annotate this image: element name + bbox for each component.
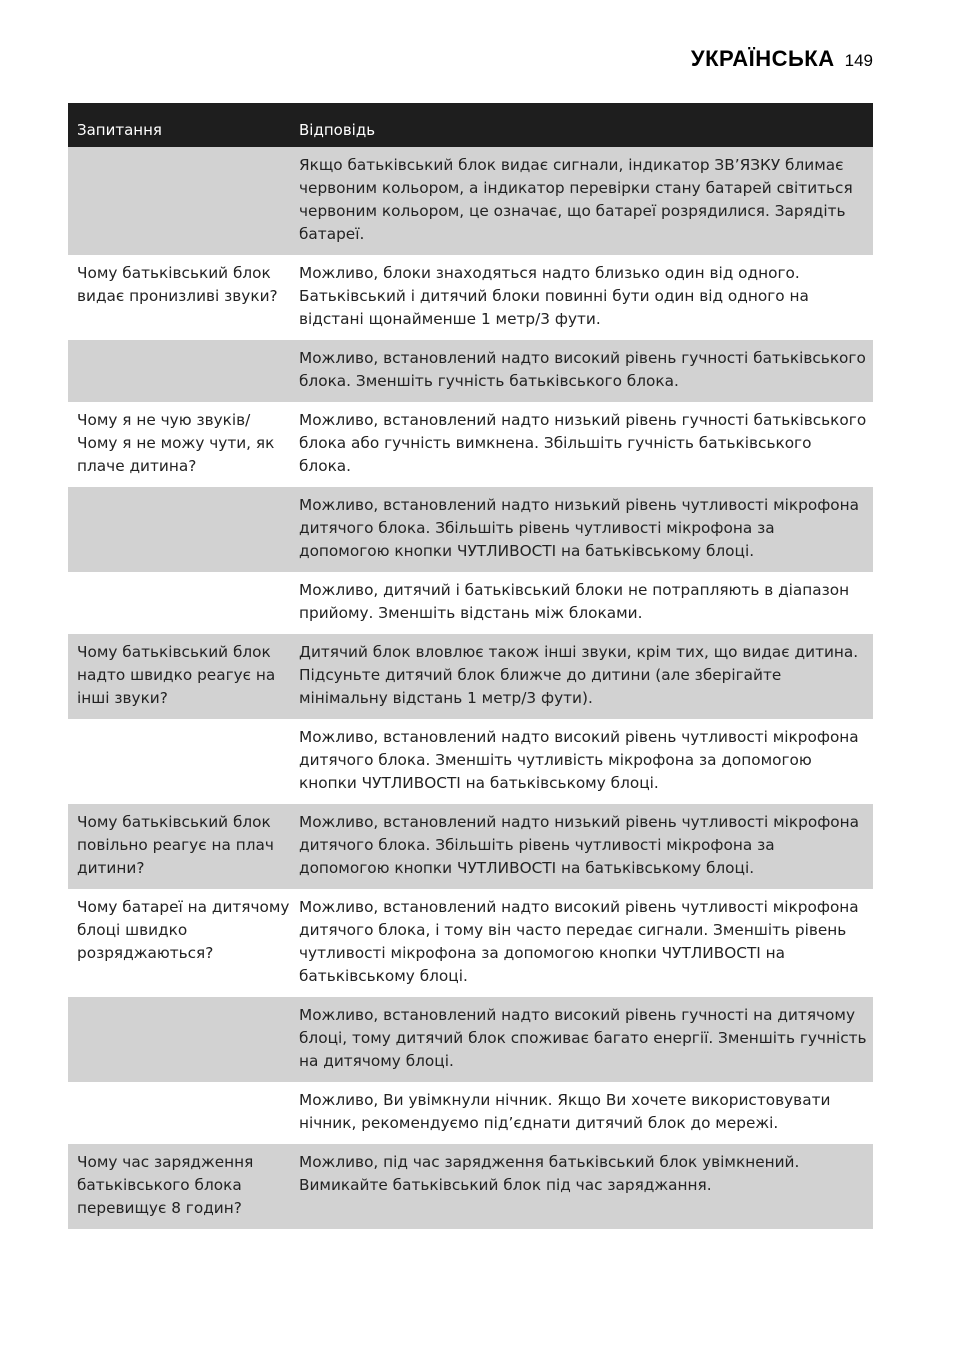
column-header-question: Запитання <box>77 121 162 139</box>
table-row <box>68 804 873 889</box>
table-row <box>68 634 873 719</box>
table-row <box>68 1082 873 1144</box>
question-cell: Чому час зарядження батьківського блока перевищує 8 годин? <box>77 1153 254 1217</box>
question-cell <box>68 719 290 804</box>
table-row <box>68 719 873 804</box>
question-cell: Чому батареї на дитячому блоці швидко розряджаються? <box>77 898 290 962</box>
question-cell <box>68 147 290 255</box>
answer-cell: Можливо, встановлений надто низький рівень чутливості мікрофона дитячого блока. Збільшіть рівень чутливості мікрофона за допомогою кнопки ЧУТЛИВОСТІ на батьківському блоці. <box>299 813 860 877</box>
language-title: УКРАЇНСЬКА <box>690 46 835 71</box>
column-header-answer: Відповідь <box>299 121 376 139</box>
answer-cell: Можливо, встановлений надто низький рівень чутливості мікрофона дитячого блока. Збільшіть рівень чутливості мікрофона за допомогою кнопки ЧУТЛИВОСТІ на батьківському блоці. <box>299 496 860 560</box>
question-cell: Чому батьківський блок надто швидко реагує на інші звуки? <box>77 643 276 707</box>
question-cell <box>68 1082 290 1144</box>
table-row <box>68 147 873 255</box>
question-cell: Чому батьківський блок повільно реагує на плач дитини? <box>77 813 274 877</box>
answer-cell: Можливо, блоки знаходяться надто близько один від одного. Батьківський і дитячий блоки повинні бути один від одного на відстані щонайменше 1 метр/3 фути. <box>299 264 809 328</box>
table-row <box>68 340 873 402</box>
table-row <box>68 572 873 634</box>
table-row <box>68 1144 873 1229</box>
answer-cell: Можливо, встановлений надто високий рівень чутливості мікрофона дитячого блока, і тому він часто передає сигнали. Зменшіть рівень чутливості мікрофона за допомогою кнопки ЧУТЛИВОСТІ на батьківському блоці. <box>299 898 859 985</box>
table-row <box>68 487 873 572</box>
table-header <box>68 103 873 147</box>
question-cell <box>68 487 290 572</box>
answer-cell: Дитячий блок вловлює також інші звуки, крім тих, що видає дитина. Підсуньте дитячий блок ближче до дитини (але зберігайте мінімальну відстань 1 метр/3 фути). <box>299 643 859 707</box>
answer-cell: Можливо, Ви увімкнули нічник. Якщо Ви хочете використовувати нічник, рекомендуємо під’єднати дитячий блок до мережі. <box>299 1091 831 1132</box>
page-header <box>691 46 873 72</box>
answer-cell: Можливо, встановлений надто низький рівень гучності батьківського блока або гучність вимкнена. Збільшіть гучність батьківського блока. <box>299 411 867 475</box>
answer-cell: Можливо, встановлений надто високий рівень чутливості мікрофона дитячого блока. Зменшіть чутливість мікрофона за допомогою кнопки ЧУТЛИВОСТІ на батьківському блоці. <box>299 728 859 792</box>
answer-cell: Можливо, дитячий і батьківський блоки не потрапляють в діапазон прийому. Зменшіть відстань між блоками. <box>299 581 850 622</box>
question-cell: Чому я не чую звуків/ Чому я не можу чути, як плаче дитина? <box>77 411 275 475</box>
table-row <box>68 997 873 1082</box>
troubleshooting-table <box>68 103 873 1229</box>
table-row <box>68 402 873 487</box>
question-cell <box>68 997 290 1082</box>
question-cell <box>68 572 290 634</box>
table-row <box>68 255 873 340</box>
answer-cell: Якщо батьківський блок видає сигнали, індикатор ЗВ’ЯЗКУ блимає червоним кольором, а індикатор перевірки стану батарей світиться червоним кольором, це означає, що батареї розрядилися. Зарядіть батареї. <box>299 156 853 243</box>
answer-cell: Можливо, встановлений надто високий рівень гучності батьківського блока. Зменшіть гучність батьківського блока. <box>299 349 866 390</box>
question-cell <box>68 340 290 402</box>
question-cell: Чому батьківський блок видає пронизливі звуки? <box>77 264 278 305</box>
answer-cell: Можливо, встановлений надто високий рівень гучності на дитячому блоці, тому дитячий блок споживає багато енергії. Зменшіть гучність на дитячому блоці. <box>299 1006 867 1070</box>
page-number: 149 <box>844 51 873 70</box>
table-row <box>68 889 873 997</box>
answer-cell: Можливо, під час зарядження батьківський блок увімкнений. Вимикайте батьківський блок під час заряджання. <box>299 1153 800 1194</box>
